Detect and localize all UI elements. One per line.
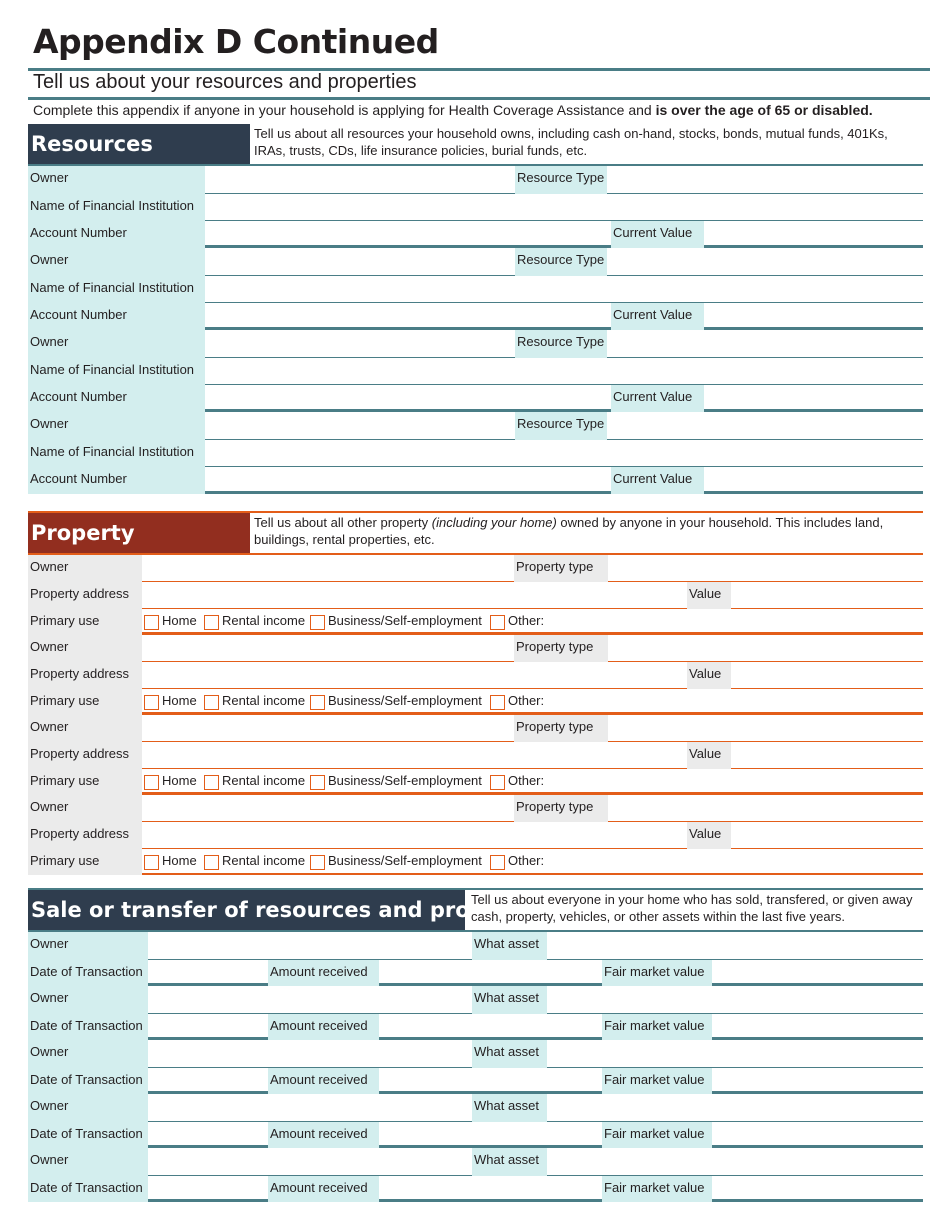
what-asset-label: What asset <box>472 1148 547 1176</box>
owner-label: Owner <box>28 412 205 440</box>
form-row <box>28 467 923 494</box>
property-section <box>28 513 923 875</box>
date-of-transaction-field[interactable] <box>148 960 268 986</box>
page-title: Appendix D Continued <box>33 22 439 61</box>
amount-received-field[interactable] <box>379 1122 602 1148</box>
other-option-label: Other: <box>508 853 545 868</box>
form-row <box>28 1094 923 1122</box>
primary-use-label: Primary use <box>28 689 142 715</box>
form-row <box>28 689 923 715</box>
account-number-field[interactable] <box>205 303 611 330</box>
value-field[interactable] <box>731 742 923 769</box>
what-asset-label: What asset <box>472 1094 547 1122</box>
home-option-checkbox[interactable] <box>144 855 159 870</box>
form-row <box>28 412 923 440</box>
amount-received-field[interactable] <box>379 1068 602 1094</box>
home-option-checkbox[interactable] <box>144 695 159 710</box>
property-type-field[interactable] <box>608 555 923 582</box>
form-row <box>28 194 923 221</box>
property-type-field[interactable] <box>608 715 923 742</box>
home-option-label: Home <box>162 773 197 788</box>
amount-received-label: Amount received <box>268 960 379 986</box>
form-row <box>28 385 923 412</box>
amount-received-label: Amount received <box>268 1014 379 1040</box>
rental-income-option-label: Rental income <box>222 773 306 788</box>
page-subtitle: Tell us about your resources and properties <box>33 71 417 93</box>
business-option-label: Business/Self-employment <box>328 773 482 788</box>
property-address-label: Property address <box>28 822 142 849</box>
form-row <box>28 932 923 960</box>
resource-type-field[interactable] <box>607 330 923 358</box>
value-field[interactable] <box>731 582 923 609</box>
owner-label: Owner <box>28 932 148 960</box>
owner-field[interactable] <box>142 715 514 742</box>
financial-institution-field[interactable] <box>205 276 923 303</box>
resources-header <box>28 124 923 166</box>
amount-received-field[interactable] <box>379 1176 602 1202</box>
what-asset-label: What asset <box>472 932 547 960</box>
owner-field[interactable] <box>148 1148 472 1176</box>
owner-field[interactable] <box>142 555 514 582</box>
account-number-field[interactable] <box>205 467 611 494</box>
owner-label: Owner <box>28 166 205 194</box>
owner-label: Owner <box>28 248 205 276</box>
resource-type-label: Resource Type <box>515 248 607 276</box>
form-row <box>28 1122 923 1148</box>
financial-institution-field[interactable] <box>205 358 923 385</box>
business-option-checkbox[interactable] <box>310 775 325 790</box>
property-address-field[interactable] <box>142 742 687 769</box>
business-option-checkbox[interactable] <box>310 855 325 870</box>
property-type-field[interactable] <box>608 635 923 662</box>
account-number-field[interactable] <box>205 221 611 248</box>
owner-field[interactable] <box>205 248 515 276</box>
form-row <box>28 769 923 795</box>
date-of-transaction-field[interactable] <box>148 1068 268 1094</box>
fair-market-value-field[interactable] <box>712 1122 923 1148</box>
value-field[interactable] <box>731 822 923 849</box>
account-number-label: Account Number <box>28 467 205 494</box>
value-field[interactable] <box>731 662 923 689</box>
financial-institution-label: Name of Financial Institution <box>28 440 205 467</box>
rental-income-option-label: Rental income <box>222 853 306 868</box>
owner-field[interactable] <box>205 412 515 440</box>
amount-received-label: Amount received <box>268 1176 379 1202</box>
other-option-label: Other: <box>508 773 545 788</box>
what-asset-field[interactable] <box>547 986 923 1014</box>
form-row <box>28 358 923 385</box>
amount-received-field[interactable] <box>379 960 602 986</box>
resources-rows <box>28 166 923 494</box>
sale-title: Sale or transfer of resources and property <box>28 890 465 932</box>
property-type-field[interactable] <box>608 795 923 822</box>
owner-field[interactable] <box>205 166 515 194</box>
fair-market-value-field[interactable] <box>712 960 923 986</box>
rental-income-option-checkbox[interactable] <box>204 855 219 870</box>
form-row <box>28 1068 923 1094</box>
owner-field[interactable] <box>142 795 514 822</box>
form-row <box>28 662 923 689</box>
owner-label: Owner <box>28 795 142 822</box>
account-number-label: Account Number <box>28 221 205 248</box>
fair-market-value-label: Fair market value <box>602 1068 712 1094</box>
form-row <box>28 1176 923 1202</box>
current-value-field[interactable] <box>704 303 923 330</box>
property-address-field[interactable] <box>142 662 687 689</box>
financial-institution-label: Name of Financial Institution <box>28 276 205 303</box>
date-of-transaction-label: Date of Transaction <box>28 1014 148 1040</box>
owner-label: Owner <box>28 986 148 1014</box>
property-address-field[interactable] <box>142 582 687 609</box>
intro-text: Complete this appendix if anyone in your household is applying for Health Coverage Assistance and is over the age of 65 or disabled. <box>33 102 873 118</box>
resource-type-field[interactable] <box>607 166 923 194</box>
form-row <box>28 276 923 303</box>
business-option-checkbox[interactable] <box>310 695 325 710</box>
other-option-checkbox[interactable] <box>490 855 505 870</box>
sale-section <box>28 890 923 1202</box>
current-value-label: Current Value <box>611 221 704 248</box>
form-row <box>28 849 923 875</box>
form-row <box>28 822 923 849</box>
form-row <box>28 1014 923 1040</box>
what-asset-field[interactable] <box>547 1148 923 1176</box>
date-of-transaction-label: Date of Transaction <box>28 960 148 986</box>
date-of-transaction-field[interactable] <box>148 1122 268 1148</box>
other-use-field[interactable] <box>548 689 923 715</box>
subtitle-rule <box>28 97 930 100</box>
form-row <box>28 248 923 276</box>
resource-type-label: Resource Type <box>515 166 607 194</box>
owner-field[interactable] <box>148 1094 472 1122</box>
property-type-label: Property type <box>514 795 608 822</box>
other-option-checkbox[interactable] <box>490 695 505 710</box>
form-row <box>28 555 923 582</box>
resource-type-field[interactable] <box>607 248 923 276</box>
financial-institution-label: Name of Financial Institution <box>28 194 205 221</box>
owner-field[interactable] <box>205 330 515 358</box>
business-option-checkbox[interactable] <box>310 615 325 630</box>
value-label: Value <box>687 662 731 689</box>
value-label: Value <box>687 582 731 609</box>
fair-market-value-field[interactable] <box>712 1014 923 1040</box>
other-option-label: Other: <box>508 613 545 628</box>
other-use-field[interactable] <box>548 849 923 875</box>
intro-emphasis: is over the age of 65 or disabled. <box>655 102 873 118</box>
home-option-checkbox[interactable] <box>144 775 159 790</box>
resource-type-label: Resource Type <box>515 330 607 358</box>
resource-type-field[interactable] <box>607 412 923 440</box>
rental-income-option-checkbox[interactable] <box>204 775 219 790</box>
owner-label: Owner <box>28 1094 148 1122</box>
form-row <box>28 221 923 248</box>
current-value-label: Current Value <box>611 467 704 494</box>
primary-use-label: Primary use <box>28 609 142 635</box>
other-option-label: Other: <box>508 693 545 708</box>
what-asset-label: What asset <box>472 1040 547 1068</box>
fair-market-value-label: Fair market value <box>602 960 712 986</box>
sale-header <box>28 890 923 932</box>
owner-label: Owner <box>28 635 142 662</box>
owner-field[interactable] <box>142 635 514 662</box>
resources-title: Resources <box>28 124 250 166</box>
other-option-checkbox[interactable] <box>490 775 505 790</box>
business-option-label: Business/Self-employment <box>328 853 482 868</box>
fair-market-value-label: Fair market value <box>602 1122 712 1148</box>
home-option-label: Home <box>162 613 197 628</box>
fair-market-value-field[interactable] <box>712 1176 923 1202</box>
resources-section <box>28 124 923 494</box>
date-of-transaction-label: Date of Transaction <box>28 1122 148 1148</box>
property-header <box>28 513 923 555</box>
financial-institution-label: Name of Financial Institution <box>28 358 205 385</box>
form-row <box>28 440 923 467</box>
owner-field[interactable] <box>148 986 472 1014</box>
rental-income-option-label: Rental income <box>222 613 306 628</box>
owner-label: Owner <box>28 330 205 358</box>
property-type-label: Property type <box>514 555 608 582</box>
property-address-field[interactable] <box>142 822 687 849</box>
resource-type-label: Resource Type <box>515 412 607 440</box>
current-value-label: Current Value <box>611 385 704 412</box>
property-rows <box>28 555 923 875</box>
amount-received-field[interactable] <box>379 1014 602 1040</box>
form-row <box>28 742 923 769</box>
business-option-label: Business/Self-employment <box>328 693 482 708</box>
financial-institution-field[interactable] <box>205 440 923 467</box>
value-label: Value <box>687 822 731 849</box>
property-title: Property <box>28 513 250 555</box>
form-row <box>28 715 923 742</box>
sale-description: Tell us about everyone in your home who has sold, transfered, or given away cash, property, vehicles, or other assets within the last five years. <box>471 892 913 924</box>
amount-received-label: Amount received <box>268 1122 379 1148</box>
sale-rows <box>28 932 923 1202</box>
property-type-label: Property type <box>514 635 608 662</box>
form-row <box>28 609 923 635</box>
property-description: Tell us about all other property (including your home) owned by anyone in your household. This includes land, buildings, rental properties, etc. <box>254 515 884 547</box>
form-row <box>28 795 923 822</box>
owner-field[interactable] <box>148 932 472 960</box>
rental-income-option-checkbox[interactable] <box>204 615 219 630</box>
current-value-label: Current Value <box>611 303 704 330</box>
current-value-field[interactable] <box>704 467 923 494</box>
property-type-label: Property type <box>514 715 608 742</box>
other-option-checkbox[interactable] <box>490 615 505 630</box>
account-number-label: Account Number <box>28 385 205 412</box>
account-number-field[interactable] <box>205 385 611 412</box>
form-row <box>28 303 923 330</box>
current-value-field[interactable] <box>704 221 923 248</box>
what-asset-label: What asset <box>472 986 547 1014</box>
form-row <box>28 166 923 194</box>
what-asset-field[interactable] <box>547 932 923 960</box>
current-value-field[interactable] <box>704 385 923 412</box>
what-asset-field[interactable] <box>547 1040 923 1068</box>
business-option-label: Business/Self-employment <box>328 613 482 628</box>
owner-label: Owner <box>28 1148 148 1176</box>
home-option-label: Home <box>162 693 197 708</box>
primary-use-label: Primary use <box>28 769 142 795</box>
form-row <box>28 1040 923 1068</box>
primary-use-label: Primary use <box>28 849 142 875</box>
rental-income-option-checkbox[interactable] <box>204 695 219 710</box>
property-address-label: Property address <box>28 742 142 769</box>
resources-description: Tell us about all resources your household owns, including cash on-hand, stocks, bonds, mutual funds, 401Ks, IRAs, trusts, CDs, life insurance policies, burial funds, etc. <box>254 126 888 158</box>
date-of-transaction-label: Date of Transaction <box>28 1068 148 1094</box>
property-address-label: Property address <box>28 582 142 609</box>
property-address-label: Property address <box>28 662 142 689</box>
amount-received-label: Amount received <box>268 1068 379 1094</box>
account-number-label: Account Number <box>28 303 205 330</box>
form-row <box>28 960 923 986</box>
other-use-field[interactable] <box>548 769 923 795</box>
form-row <box>28 582 923 609</box>
owner-label: Owner <box>28 555 142 582</box>
other-use-field[interactable] <box>548 609 923 635</box>
rental-income-option-label: Rental income <box>222 693 306 708</box>
form-row <box>28 986 923 1014</box>
fair-market-value-label: Fair market value <box>602 1014 712 1040</box>
value-label: Value <box>687 742 731 769</box>
owner-label: Owner <box>28 1040 148 1068</box>
form-row <box>28 330 923 358</box>
fair-market-value-field[interactable] <box>712 1068 923 1094</box>
what-asset-field[interactable] <box>547 1094 923 1122</box>
owner-field[interactable] <box>148 1040 472 1068</box>
fair-market-value-label: Fair market value <box>602 1176 712 1202</box>
financial-institution-field[interactable] <box>205 194 923 221</box>
date-of-transaction-field[interactable] <box>148 1014 268 1040</box>
date-of-transaction-field[interactable] <box>148 1176 268 1202</box>
home-option-checkbox[interactable] <box>144 615 159 630</box>
home-option-label: Home <box>162 853 197 868</box>
owner-label: Owner <box>28 715 142 742</box>
form-row <box>28 635 923 662</box>
date-of-transaction-label: Date of Transaction <box>28 1176 148 1202</box>
form-row <box>28 1148 923 1176</box>
